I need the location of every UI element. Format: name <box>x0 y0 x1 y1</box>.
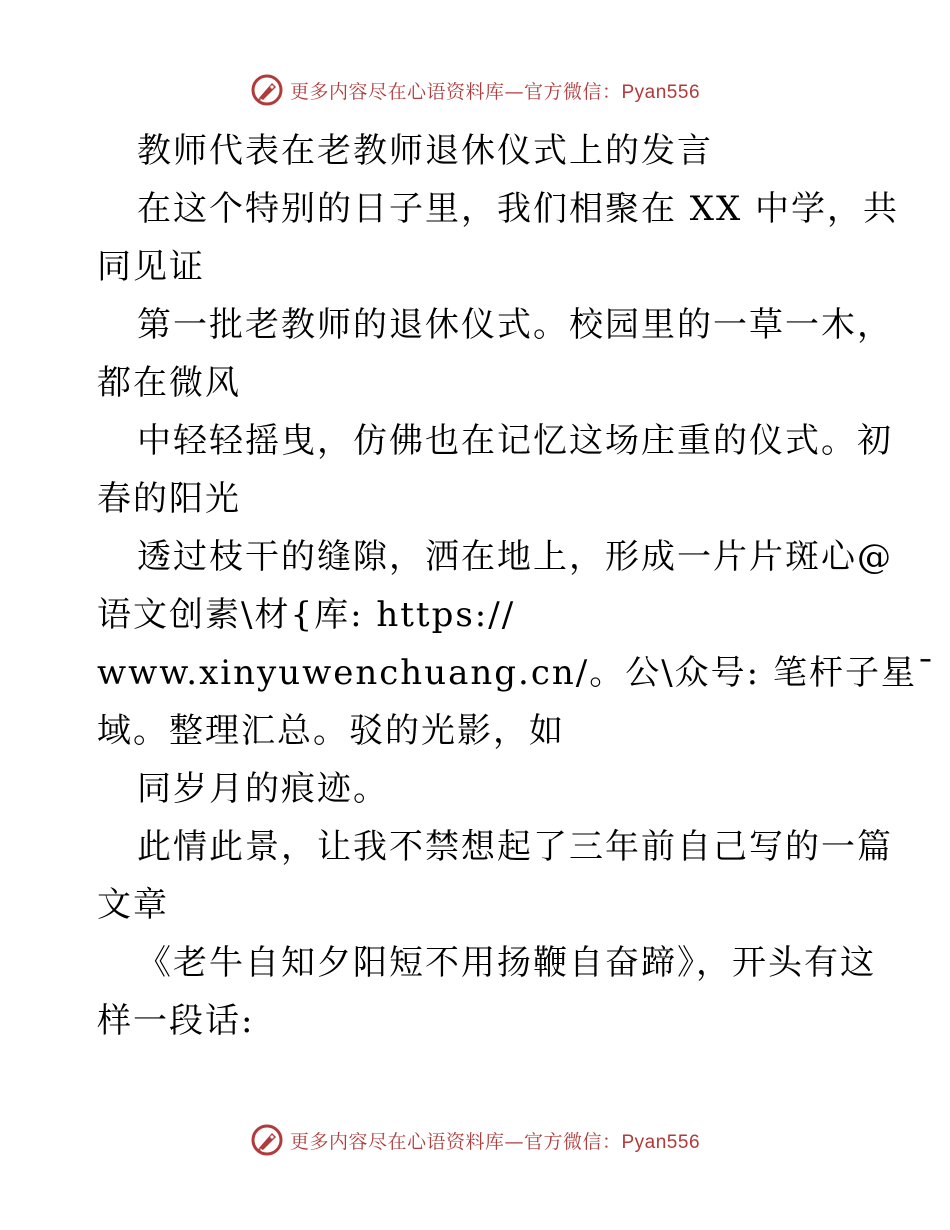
pen-nib-logo-icon <box>250 73 284 107</box>
paragraph-line: 样一段话: <box>97 1001 255 1041</box>
paragraph-line: 同见证 <box>97 247 205 287</box>
pen-nib-logo-icon <box>250 1123 284 1157</box>
footer-banner-text: 更多内容尽在心语资料库—官方微信： <box>289 1130 622 1153</box>
paragraph-line: 《老牛自知夕阳短不用扬鞭自奋蹄》，开头有这 <box>137 943 876 983</box>
document-title: 教师代表在老教师退休仪式上的发言 <box>137 131 713 171</box>
paragraph-line: 同岁月的痕迹。 <box>137 769 389 809</box>
paragraph-line: 第一批老教师的退休仪式。校园里的一草一木， <box>137 305 893 345</box>
paragraph-line: www.xinyuwenchuang.cn/。公\众号: 笔杆子星¯ <box>97 653 936 693</box>
footer-banner <box>0 1120 950 1160</box>
paragraph-line: 语文创素\材{库: https:// <box>97 595 516 635</box>
footer-wechat-id: Pyan556 <box>621 1131 701 1153</box>
paragraph-line: 此情此景，让我不禁想起了三年前自己写的一篇 <box>137 827 893 867</box>
header-banner <box>0 70 950 110</box>
paragraph-line: 中轻轻摇曳，仿佛也在记忆这场庄重的仪式。初 <box>137 421 893 461</box>
document-body <box>97 122 936 1050</box>
paragraph-line: 春的阳光 <box>97 479 241 519</box>
paragraph-line: 在这个特别的日子里，我们相聚在 XX 中学，共 <box>137 189 900 229</box>
paragraph-line: 域。整理汇总。驳的光影，如 <box>97 711 565 751</box>
header-wechat-id: Pyan556 <box>621 81 701 103</box>
header-banner-text: 更多内容尽在心语资料库—官方微信： <box>289 80 622 103</box>
paragraph-line: 文章 <box>97 885 169 925</box>
paragraph-line: 都在微风 <box>97 363 241 403</box>
paragraph-line: 透过枝干的缝隙，洒在地上，形成一片片斑心@ <box>137 537 893 577</box>
